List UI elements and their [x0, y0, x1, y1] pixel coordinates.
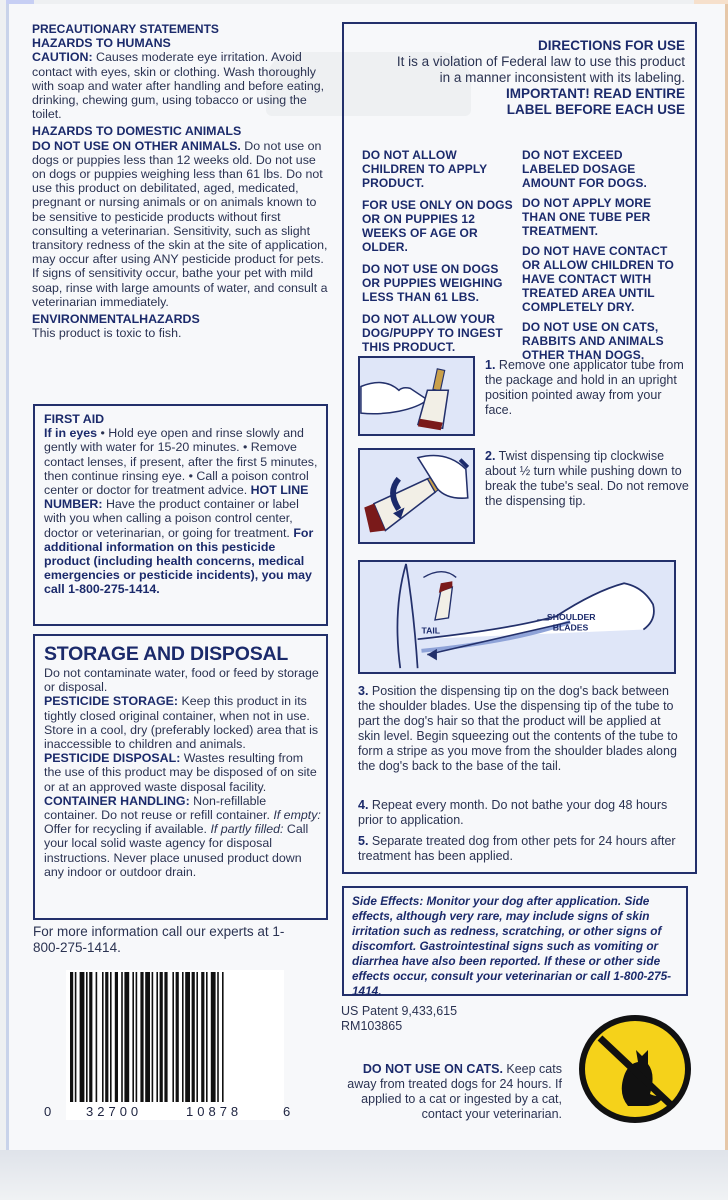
barcode-bar: [217, 972, 219, 1102]
step-4-number: 4.: [358, 798, 369, 812]
step-3-number: 3.: [358, 684, 369, 698]
container-handling: [44, 794, 322, 879]
step-2-text: Twist dispensing tip clockwise about ½ turn while pushing down to break the tube's seal. Do not remove the dispensing tip.: [485, 449, 689, 508]
barcode-bar: [172, 972, 174, 1102]
applicator-hand-icon: [358, 356, 475, 436]
storage-heading: STORAGE AND DISPOSAL: [44, 643, 289, 665]
step-1: [485, 358, 685, 418]
barcode: [66, 970, 284, 1120]
step-5-number: 5.: [358, 834, 369, 848]
diagram-blades-label: BLADES: [552, 622, 589, 633]
no-cats-text: Keep cats away from treated dogs for 24 hours. If applied to a cat or ingested by a cat, contact your veterinarian.: [347, 1062, 562, 1121]
first-aid-box: [33, 404, 328, 626]
barcode-digits-2: 10878: [186, 1104, 243, 1119]
diagram-shoulder-label: SHOULDER: [546, 611, 596, 622]
pesticide-disposal-text: Wastes resulting from the use of this product may be disposed of on site or at an approved waste disposal facility.: [44, 751, 317, 794]
container-text: Non-refillable container. Do not reuse or refill container.: [44, 793, 274, 823]
barcode-bar: [140, 972, 143, 1102]
side-effects-text: Side Effects: Monitor your dog after application. Side effects, although very rare, may include signs of skin irritation such as redness, scratching, or other signs of discomfort. Gastrointestinal signs such as vomiting or diarrhea have also been reported. If these or other side effects occur, consult your veterinarian or call 1-800-275-1414.: [352, 894, 672, 998]
barcode-bar: [124, 972, 129, 1102]
barcode-bar: [201, 972, 204, 1102]
hotline-label: HOT LINE NUMBER:: [44, 483, 309, 512]
no-cats-notice: [342, 1062, 562, 1122]
additional-info: For additional information on this pesticide product (including health concerns, medical emergencies or pesticide incidents), you may call 1-800-275-1414.: [44, 525, 314, 597]
barcode-bar: [185, 972, 190, 1102]
caution-item: DO NOT USE ON DOGS OR PUPPIES WEIGHING LESS THAN 61 LBS.: [362, 262, 503, 304]
barcode-bar: [96, 972, 98, 1102]
barcode-bar: [222, 972, 224, 1102]
barcode-bar: [89, 972, 92, 1102]
barcode-bar: [75, 972, 77, 1102]
caution-item: FOR USE ONLY ON DOGS OR ON PUPPIES 12 WEEKS OF AGE OR OLDER.: [362, 198, 513, 254]
caution-item: DO NOT APPLY MORE THAN ONE TUBE PER TREATMENT.: [522, 196, 652, 238]
first-aid-heading: FIRST AID: [44, 412, 105, 426]
pesticide-storage: [44, 694, 322, 751]
caution-item: DO NOT EXCEED LABELED DOSAGE AMOUNT FOR DOGS.: [522, 148, 647, 190]
pesticide-disposal: [44, 751, 322, 794]
do-not-use-label: DO NOT USE ON OTHER ANIMALS.: [32, 138, 241, 153]
no-cats-icon: [578, 1014, 692, 1124]
barcode-bar: [110, 972, 112, 1102]
domestic-text: Do not use on dogs or puppies less than 12 weeks old. Do not use on dogs or puppies weighing less than 61 lbs. Do not use this product on debilitated, aged, medicated, pregnant or nursing animals or on animals known to be sensitive to pesticide products without first consulting a veterinarian. Sensitivity, such as slight transitory redness of the skin at the site of application, may occur after using ANY pesticide product for pets. If signs of sensitivity occur, bathe your pet with mild soap, rinse with large amounts of water, and consult a veterinarian immediately.: [32, 138, 328, 309]
first-aid-text: [44, 426, 322, 596]
barcode-bar: [136, 972, 138, 1102]
barcode-bar: [196, 972, 198, 1102]
storage-intro: Do not contaminate water, food or feed by storage or disposal.: [44, 666, 319, 695]
domestic-paragraph: [32, 139, 332, 309]
more-info-text: For more information call our experts at 1-800-275-1414.: [33, 924, 285, 955]
caution-item: DO NOT HAVE CONTACT OR ALLOW CHILDREN TO HAVE CONTACT WITH TREATED AREA UNTIL COMPLETELY DRY.: [522, 244, 674, 314]
barcode-bar: [182, 972, 184, 1102]
twist-tip-icon: [358, 448, 475, 544]
precautionary-section: [32, 22, 332, 340]
environmental-text: This product is toxic to fish.: [32, 326, 182, 341]
barcode-bar: [192, 972, 195, 1102]
barcode-bar: [211, 972, 216, 1102]
caution-label: CAUTION:: [32, 50, 93, 65]
step-2: [485, 449, 690, 509]
dog-application-diagram: [358, 560, 676, 674]
side-effects-box: [342, 886, 688, 996]
directions-text: It is a violation of Federal law to use this product in a manner inconsistent with its labeling.: [396, 54, 685, 85]
important-notice: IMPORTANT! READ ENTIRE LABEL BEFORE EACH USE: [506, 86, 685, 117]
hazards-humans-heading: HAZARDS TO HUMANS: [32, 36, 171, 51]
diagram-tail-label: TAIL: [421, 625, 441, 636]
barcode-bar: [105, 972, 108, 1102]
barcode-bar: [70, 972, 73, 1102]
container-label: CONTAINER HANDLING:: [44, 793, 190, 808]
barcode-bar: [176, 972, 179, 1102]
step-3-text: Position the dispensing tip on the dog's back between the shoulder blades. Use the dispensing tip of the tube to part the dog's hair so that the product will be applied at skin level. Begin squeezing out the contents of the tube to form a stripe as you move from the shoulder blades along the dog's back to the base of the tail.: [358, 684, 678, 773]
cautions-left: [362, 148, 514, 354]
if-partly-label: If partly filled:: [210, 822, 284, 837]
step-4: [358, 798, 686, 828]
pesticide-storage-text: Keep this product in its tightly closed original container, when not in use. Store in a cool, dry (preferably locked) area that is inaccessible to children and animals.: [44, 694, 319, 752]
environmental-heading: ENVIRONMENTALHAZARDS: [32, 312, 200, 327]
barcode-bar: [80, 972, 85, 1102]
barcode-digits-1: 32700: [86, 1104, 143, 1119]
product-code: RM103865: [341, 1019, 403, 1033]
step-2-number: 2.: [485, 449, 496, 463]
step-1-number: 1.: [485, 358, 496, 372]
barcode-bar: [132, 972, 134, 1102]
no-cats-label: DO NOT USE ON CATS.: [362, 1062, 503, 1076]
pesticide-storage-label: PESTICIDE STORAGE:: [44, 694, 179, 709]
caution-paragraph: [32, 50, 332, 121]
pesticide-disposal-label: PESTICIDE DISPOSAL:: [44, 751, 181, 766]
directions-heading: DIRECTIONS FOR USE: [537, 38, 685, 53]
step-1-text: Remove one applicator tube from the package and hold in an upright position pointed away from your face.: [485, 358, 684, 417]
barcode-bar: [121, 972, 123, 1102]
hazards-domestic-heading: HAZARDS TO DOMESTIC ANIMALS: [32, 124, 242, 139]
hotline-text: Have the product container or label with you when calling a poison control center, doctor or veterinarian, or going for treatment.: [44, 497, 299, 540]
if-partly-text: Call your local solid waste agency for disposal instructions. Never place unused product down any indoor or outdoor drain.: [44, 822, 309, 879]
cautions-right: [522, 148, 682, 362]
step-4-text: Repeat every month. Do not bathe your dog 48 hours prior to application.: [358, 798, 668, 827]
precautionary-heading: PRECAUTIONARY STATEMENTS: [32, 22, 219, 36]
patent-text: US Patent 9,433,615: [341, 1004, 458, 1018]
caution-item: DO NOT ALLOW CHILDREN TO APPLY PRODUCT.: [362, 148, 488, 190]
step-5-text: Separate treated dog from other pets for 24 hours after treatment has been applied.: [358, 834, 676, 863]
barcode-bar: [164, 972, 167, 1102]
storage-box: [33, 634, 328, 920]
barcode-bar: [160, 972, 163, 1102]
eyes-text: • Hold eye open and rinse slowly and gently with water for 15-20 minutes. • Remove contact lenses, if present, after the first 5 minutes, then continue rinsing eye. • Call a poison control center or doctor for treatment advice.: [44, 426, 318, 498]
barcode-digit-left: 0: [44, 1104, 52, 1119]
shadow: [0, 1150, 728, 1200]
caution-item: DO NOT USE ON CATS, RABBITS AND ANIMALS OTHER THAN DOGS.: [522, 320, 664, 362]
barcode-bar: [102, 972, 104, 1102]
barcode-bar: [152, 972, 154, 1102]
if-empty-label: If empty:: [273, 808, 321, 823]
step-3: [358, 684, 686, 774]
barcode-bar: [156, 972, 158, 1102]
caution-item: DO NOT ALLOW YOUR DOG/PUPPY TO INGEST THIS PRODUCT.: [362, 312, 503, 354]
caution-text: Causes moderate eye irritation. Avoid contact with eyes, skin or clothing. Wash thoroughly with soap and water after handling and before eating, drinking, chewing gum, using tobacco or using the toilet.: [32, 50, 325, 122]
barcode-bar: [206, 972, 208, 1102]
step-5: [358, 834, 686, 864]
barcode-bar: [86, 972, 88, 1102]
if-in-eyes-label: If in eyes: [44, 426, 98, 441]
barcode-bar: [115, 972, 118, 1102]
barcode-bar: [145, 972, 150, 1102]
if-empty-text: Offer for recycling if available.: [44, 822, 211, 837]
barcode-digit-right: 6: [283, 1104, 291, 1119]
